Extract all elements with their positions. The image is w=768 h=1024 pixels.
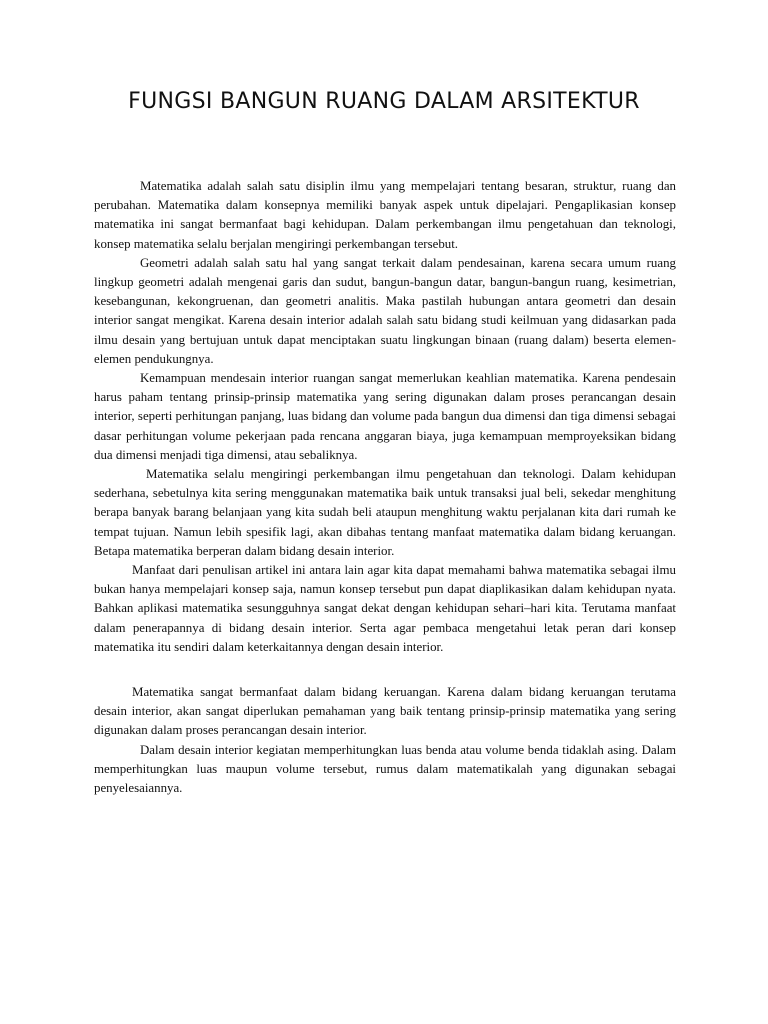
paragraph-kemampuan: Kemampuan mendesain interior ruangan sangat memerlukan keahlian matematika. Karena pendesain harus paham tentang prinsip-prinsip matematika yang sering digunakan dalam proses perancangan desain interior, seperti perhitungan panjang, luas bidang dan volume pada bangun dua dimensi dan tiga dimensi sebagai dasar perhitungan volume pekerjaan pada rencana anggaran biaya, juga kemampuan memproyeksikan bidang dua dimensi menjadi tiga dimensi, atau sebaliknya. (94, 371, 676, 462)
paragraph-perhitungan: Dalam desain interior kegiatan memperhitungkan luas benda atau volume benda tidaklah asing. Dalam memperhitungkan luas maupun volume tersebut, rumus dalam matematikalah yang digunakan sebagai penyelesaiannya. (94, 742, 676, 796)
document-title: FUNGSI BANGUN RUANG DALAM ARSITEKTUR (128, 89, 640, 114)
document-body (94, 177, 676, 798)
paragraph-keruangan: Matematika sangat bermanfaat dalam bidang keruangan. Karena dalam bidang keruangan terutama desain interior, akan sangat diperlukan pemahaman yang baik tentang prinsip-prinsip matematika yang sering digunakan dalam proses perancangan desain interior. (94, 685, 676, 738)
paragraph-manfaat: Manfaat dari penulisan artikel ini antara lain agar kita dapat memahami bahwa matematika sebagai ilmu bukan hanya mempelajari konsep saja, namun konsep tersebut pun dapat diaplikasikan dalam kehidupan nyata. Bahkan aplikasi matematika sesungguhnya sangat dekat dengan kehidupan sehari–hari kita. Terutama manfaat dalam penerapannya di bidang desain interior. Serta agar pembaca mengetahui letak peran dari konsep matematika itu sendiri dalam keterkaitannya dengan desain interior. (94, 563, 676, 654)
paragraph-intro: Matematika adalah salah satu disiplin ilmu yang mempelajari tentang besaran, struktur, ruang dan perubahan. Matematika dalam konsepnya memiliki banyak aspek untuk dipelajari. Pengaplikasian konsep matematika ini sangat bermanfaat bagi kehidupan. Dalam perkembangan ilmu pengetahuan dan teknologi, konsep matematika selalu berjalan mengiringi perkembangan tersebut. (94, 179, 676, 251)
paragraph-perkembangan: Matematika selalu mengiringi perkembangan ilmu pengetahuan dan teknologi. Dalam kehidupan sederhana, sebetulnya kita sering menggunakan matematika baik untuk transaksi jual beli, sekedar menghitung berapa banyak barang belanjaan yang kita sudah beli ataupun menghitung waktu perjalanan kita dari rumah ke tempat tujuan. Namun lebih spesifik lagi, akan dibahas tentang manfaat matematika dalam bidang keruangan. Betapa matematika berperan dalam bidang desain interior. (94, 467, 676, 558)
paragraph-geometri: Geometri adalah salah satu hal yang sangat terkait dalam pendesainan, karena secara umum ruang lingkup geometri adalah mengenai garis dan sudut, bangun-bangun datar, bangun-bangun ruang, kesimetrian, kesebangunan, kekongruenan, dan geometri analitis. Maka pastilah hubungan antara geometri dan desain interior sangat mengikat. Karena desain interior adalah salah satu bidang studi keilmuan yang didasarkan pada ilmu desain yang bertujuan untuk dapat menciptakan suatu lingkungan binaan (ruang dalam) beserta elemen-elemen pendukungnya. (94, 255, 676, 366)
section-gap (94, 657, 676, 683)
